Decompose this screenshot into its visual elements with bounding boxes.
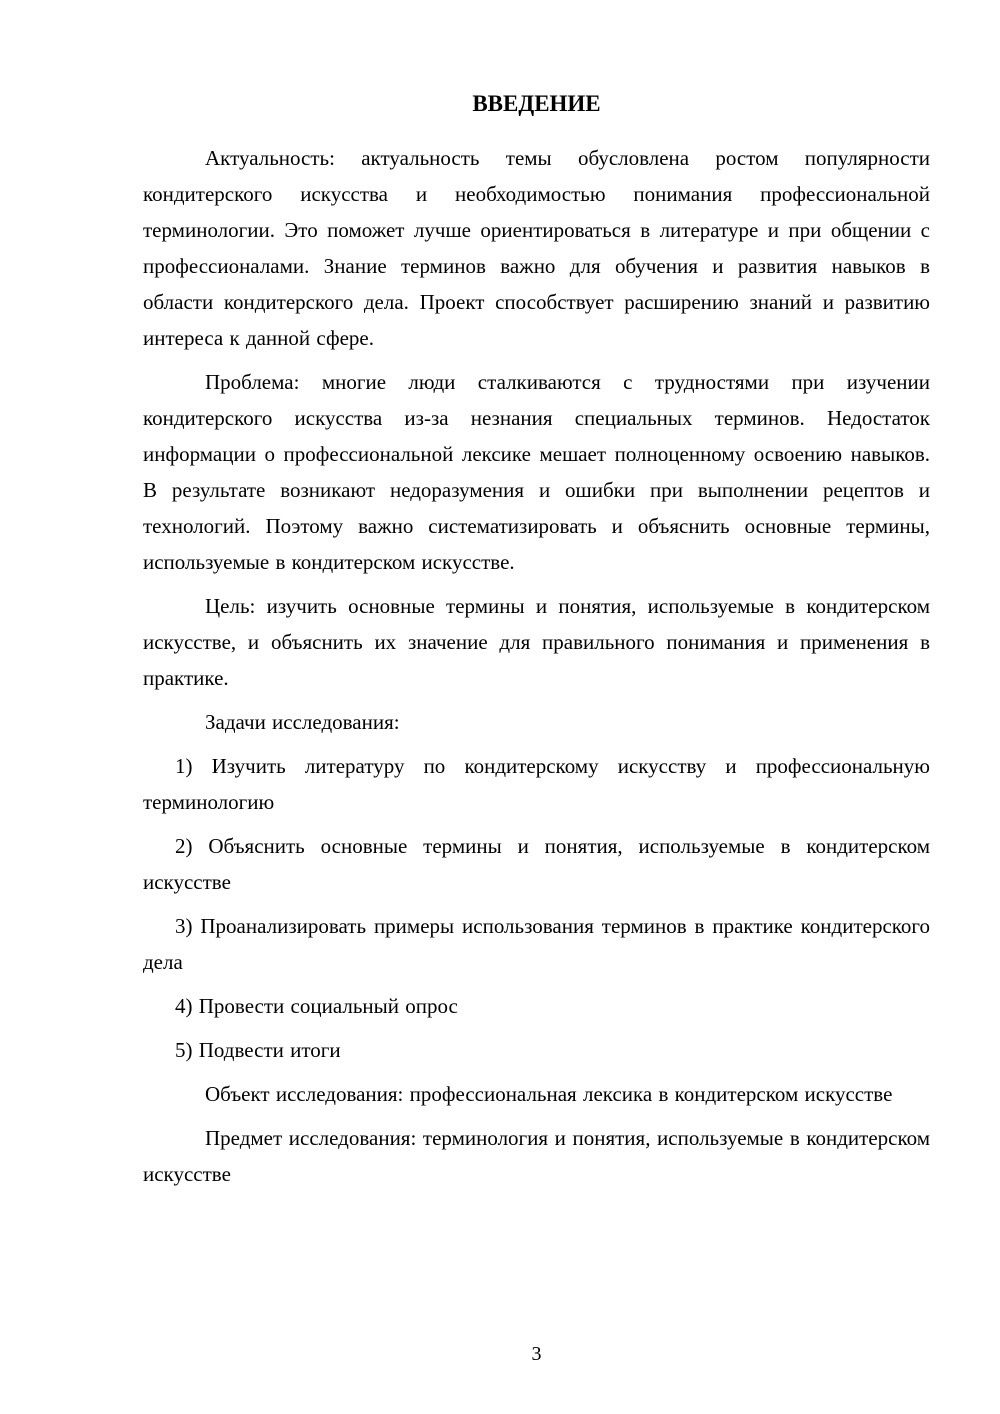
page-title: ВВЕДЕНИЕ xyxy=(472,91,601,116)
paragraph-subject: Предмет исследования: терминология и понятия, используемые в кондитерском искусстве xyxy=(143,1126,930,1186)
page-number: 3 xyxy=(531,1343,542,1365)
paragraph-object: Объект исследования: профессиональная лексика в кондитерском искусстве xyxy=(205,1082,893,1106)
task-item-4: 4) Провести социальный опрос xyxy=(175,994,458,1018)
paragraph-tasks-header: Задачи исследования: xyxy=(205,710,400,734)
task-item-3: 3) Проанализировать примеры использования терминов в практике кондитерского дела xyxy=(143,914,930,974)
paragraph-relevance: Актуальность: актуальность темы обусловлена ростом популярности кондитерского искусства и необходимостью понимания профессиональной терминологии. Это поможет лучше ориентироваться в литературе и при общении с профессионалами. Знание терминов важно для обучения и развития навыков в области кондитерского дела. Проект способствует расширению знаний и развитию интереса к данной сфере. xyxy=(143,146,930,350)
task-item-5: 5) Подвести итоги xyxy=(175,1038,341,1062)
task-item-1: 1) Изучить литературу по кондитерскому искусству и профессиональную терминологию xyxy=(143,754,930,814)
task-item-2: 2) Объяснить основные термины и понятия, используемые в кондитерском искусстве xyxy=(143,834,930,894)
paragraph-goal: Цель: изучить основные термины и понятия, используемые в кондитерском искусстве, и объяснить их значение для правильного понимания и применения в практике. xyxy=(143,594,930,690)
paragraph-problem: Проблема: многие люди сталкиваются с трудностями при изучении кондитерского искусства из-за незнания специальных терминов. Недостаток информации о профессиональной лексике мешает полноценному освоению навыков. В результате возникают недоразумения и ошибки при выполнении рецептов и технологий. Поэтому важно систематизировать и объяснить основные термины, используемые в кондитерском искусстве. xyxy=(143,370,930,574)
